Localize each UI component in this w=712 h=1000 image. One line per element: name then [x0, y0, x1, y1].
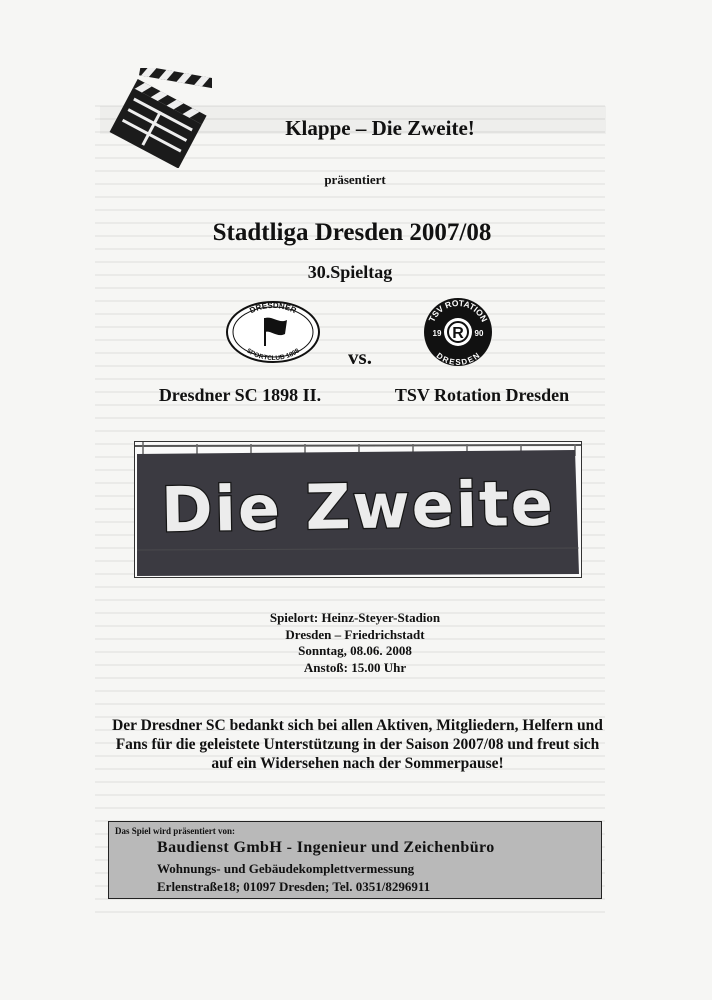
presents-label: präsentiert [324, 172, 386, 187]
home-logo-bottom-text: SPORTCLUB 1898 [245, 347, 301, 363]
sponsor-name: Baudienst GmbH - Ingenieur und Zeichenbüro [157, 839, 495, 856]
league-title: Stadtliga Dresden 2007/08 [212, 219, 492, 246]
banner-text: Die Zweite [160, 466, 556, 547]
venue-info [230, 610, 480, 676]
dresdner-sc-logo [225, 300, 321, 364]
thanks-line: Fans für die geleistete Unterstützung in der Saison 2007/08 und freut sich [115, 736, 600, 753]
away-logo-left-number: 19 [432, 329, 442, 338]
sponsor-service: Wohnungs- und Gebäudekomplettvermessung [157, 861, 415, 876]
venue-line: Anstoß: 15.00 Uhr [303, 659, 407, 675]
thanks-message [100, 716, 615, 773]
venue-line: Spielort: Heinz-Steyer-Stadion [269, 610, 441, 625]
thanks-line: Der Dresdner SC bedankt sich bei allen Aktiven, Mitgliedern, Helfern und [112, 717, 603, 734]
versus-label: vs. [348, 345, 372, 369]
sponsor-contact: Erlenstraße18; 01097 Dresden; Tel. 0351/8296911 [157, 879, 431, 894]
sponsor-box [108, 821, 602, 899]
away-logo-bottom-text: DRESDEN [434, 351, 482, 367]
away-team-name: TSV Rotation Dresden [394, 385, 570, 405]
home-team-name: Dresdner SC 1898 II. [158, 385, 322, 405]
clapperboard-icon [108, 68, 212, 168]
home-logo-top-text: DRESDNER [248, 300, 298, 316]
matchday-label: 30.Spieltag [307, 262, 393, 282]
banner-photo-graphic [135, 442, 581, 577]
venue-line: Dresden – Friedrichstadt [285, 626, 425, 642]
thanks-line: auf ein Widersehen nach der Sommerpause! [211, 755, 504, 772]
page-title: Klappe – Die Zweite! [285, 116, 475, 140]
sponsor-label: Das Spiel wird präsentiert von: [115, 826, 235, 836]
away-logo-letter: R [452, 325, 464, 342]
tsv-rotation-logo [422, 296, 494, 368]
away-logo-right-number: 90 [474, 329, 484, 338]
venue-line: Sonntag, 08.06. 2008 [298, 643, 412, 658]
banner-photo [134, 441, 582, 578]
away-logo-top-text: TSV ROTATION [426, 297, 490, 324]
